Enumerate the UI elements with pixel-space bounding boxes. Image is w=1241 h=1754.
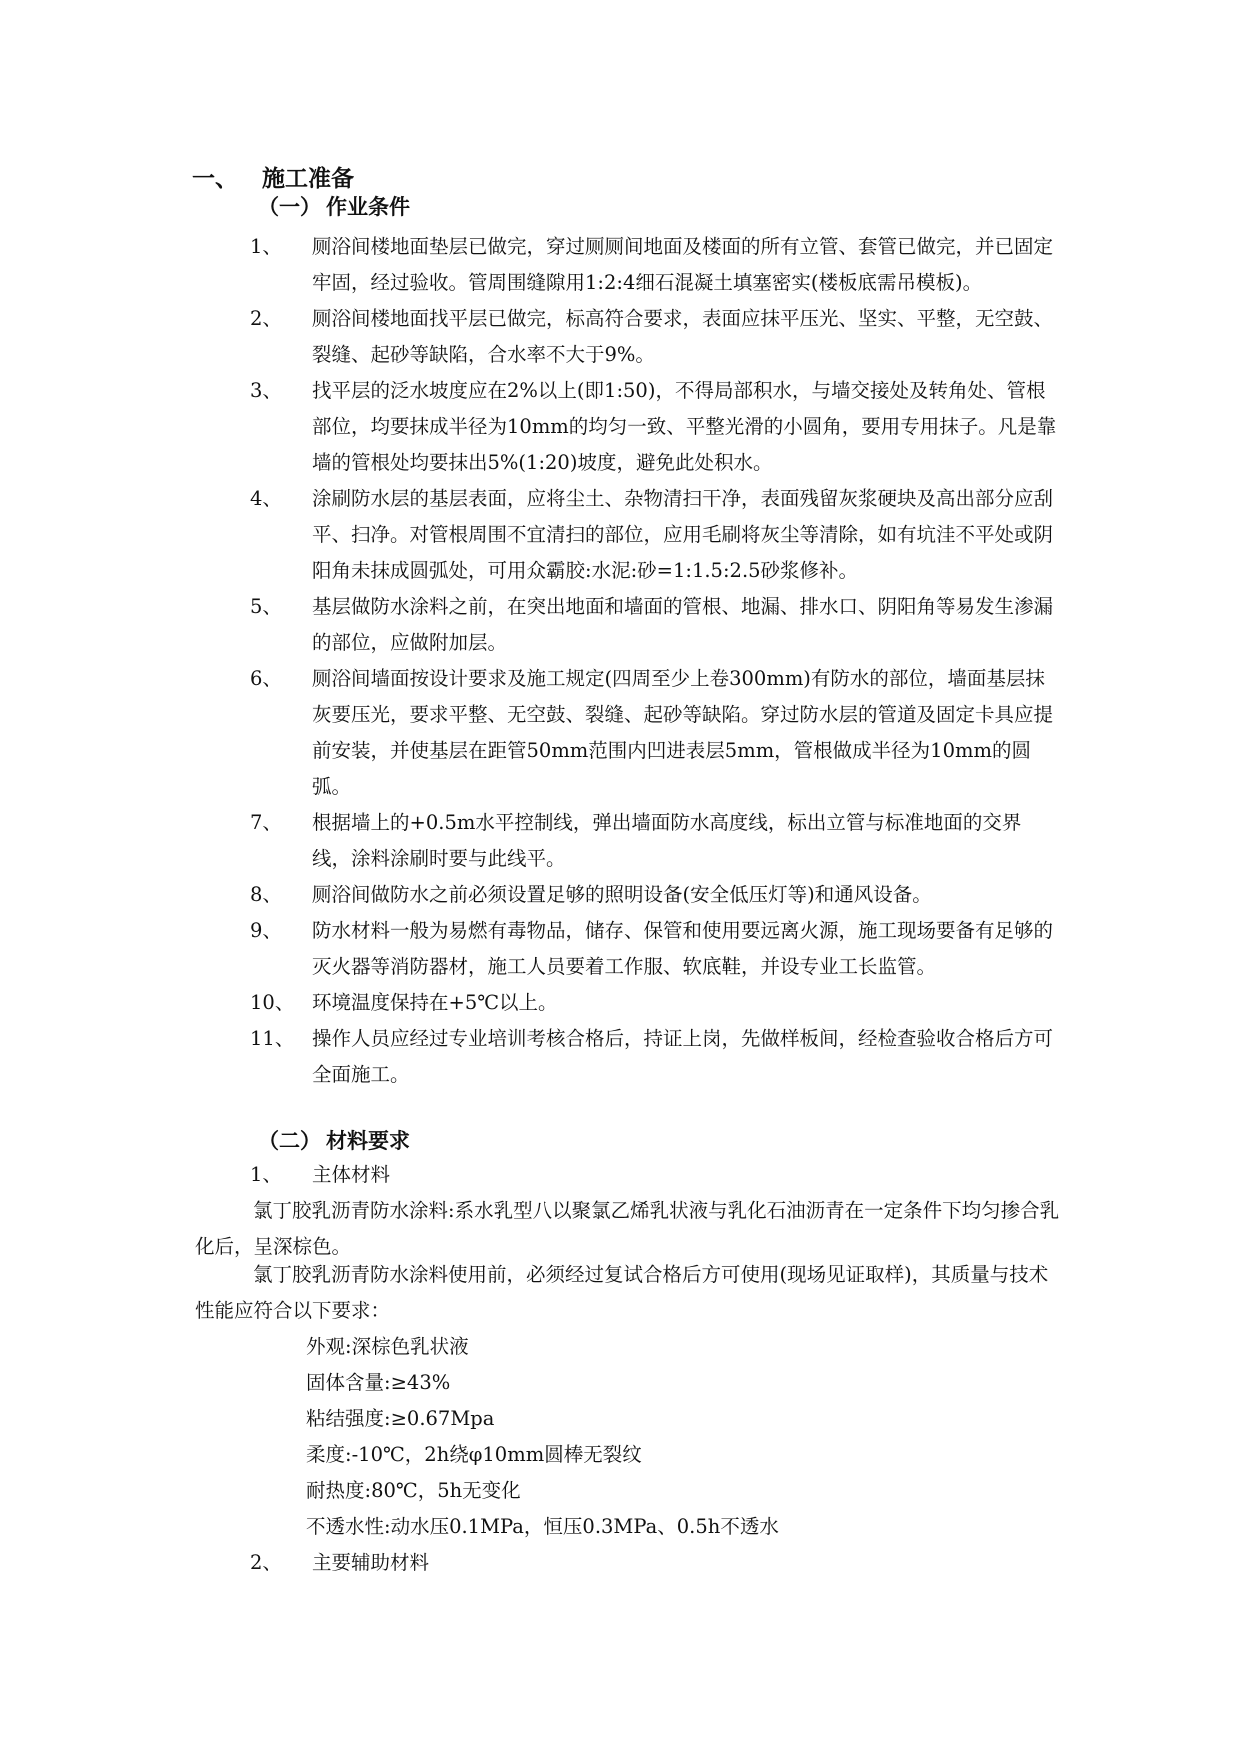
subsection-heading-conditions <box>258 191 410 221</box>
section-title: 施工准备 <box>262 166 354 192</box>
list-item <box>250 301 1060 373</box>
list-item <box>250 805 1060 877</box>
conditions-list <box>250 229 1060 1093</box>
item-text: 涂刷防水层的基层表面，应将尘土、杂物清扫干净，表面残留灰浆硬块及高出部分应刮平、扫净。对管根周围不宜清扫的部位，应用毛刷将灰尘等清除，如有坑洼不平处或阴阳角未抹成圆弧处，可用众霸胶:水泥:砂=1:1.5:2.5砂浆修补。 <box>312 487 1054 582</box>
paragraph-description <box>195 1193 1060 1265</box>
item-text: 基层做防水涂料之前，在突出地面和墙面的管根、地漏、排水口、阴阳角等易发生渗漏的部位，应做附加层。 <box>312 595 1054 654</box>
list-item <box>250 589 1060 661</box>
list-item <box>250 373 1060 481</box>
list-item <box>250 661 1060 805</box>
property-item: 固体含量:≥43% <box>306 1371 451 1394</box>
item-number: 6、 <box>250 667 282 690</box>
item-text: 主要辅助材料 <box>312 1551 430 1574</box>
paragraph-text: 氯丁胶乳沥青防水涂料使用前，必须经过复试合格后方可使用(现场见证取样)，其质量与技术性能应符合以下要求： <box>195 1263 1049 1322</box>
item-number: 8、 <box>250 883 282 906</box>
material-aux-heading <box>250 1545 429 1581</box>
section-heading <box>192 160 354 193</box>
list-item <box>250 229 1060 301</box>
item-number: 11、 <box>250 1027 295 1050</box>
item-text: 找平层的泛水坡度应在2%以上(即1:50)，不得局部积水，与墙交接处及转角处、管根部位，均要抹成半径为10mm的均匀一致、平整光滑的小圆角，要用专用抹子。凡是靠墙的管根处均要抹出5%(1:20)坡度，避免此处积水。 <box>312 379 1057 474</box>
property-item: 外观:深棕色乳状液 <box>306 1335 469 1358</box>
item-number: 9、 <box>250 919 282 942</box>
item-number: 7、 <box>250 811 282 834</box>
property-item: 不透水性:动水压0.1MPa，恒压0.3MPa、0.5h不透水 <box>306 1515 779 1538</box>
item-text: 主体材料 <box>312 1163 391 1186</box>
item-number: 5、 <box>250 595 282 618</box>
material-main-heading <box>250 1157 390 1193</box>
item-text: 厕浴间楼地面找平层已做完，标高符合要求，表面应抹平压光、坚实、平整，无空鼓、裂缝、起砂等缺陷，合水率不大于9%。 <box>312 307 1054 366</box>
subsection-number: （一） <box>258 195 321 219</box>
item-number: 3、 <box>250 379 282 402</box>
item-text: 厕浴间墙面按设计要求及施工规定(四周至少上卷300mm)有防水的部位，墙面基层抹灰要压光，要求平整、无空鼓、裂缝、起砂等缺陷。穿过防水层的管道及固定卡具应提前安装，并使基层在距管50mm范围内凹进表层5mm，管根做成半径为10mm的圆弧。 <box>312 667 1054 798</box>
subsection-title: 材料要求 <box>326 1129 410 1153</box>
list-item <box>250 913 1060 985</box>
property-item: 柔度:-10℃，2h绕φ10mm圆棒无裂纹 <box>306 1443 642 1466</box>
item-text: 根据墙上的+0.5m水平控制线，弹出墙面防水高度线，标出立管与标准地面的交界线，涂料涂刷时要与此线平。 <box>312 811 1022 870</box>
item-number: 2、 <box>250 307 282 330</box>
item-number: 1、 <box>250 235 282 258</box>
item-text: 环境温度保持在+5℃以上。 <box>312 991 558 1014</box>
paragraph-requirements <box>195 1257 1060 1329</box>
item-text: 防水材料一般为易燃有毒物品，储存、保管和使用要远离火源，施工现场要备有足够的灭火器等消防器材，施工人员要着工作服、软底鞋，并设专业工长监管。 <box>312 919 1054 978</box>
subsection-number: （二） <box>258 1129 321 1153</box>
item-number: 4、 <box>250 487 282 510</box>
property-list <box>306 1329 779 1545</box>
list-item <box>250 877 1060 913</box>
item-number: 2、 <box>250 1551 282 1574</box>
item-text: 厕浴间做防水之前必须设置足够的照明设备(安全低压灯等)和通风设备。 <box>312 883 932 906</box>
property-item: 粘结强度:≥0.67Mpa <box>306 1407 495 1430</box>
section-number: 一、 <box>192 166 238 192</box>
property-item: 耐热度:80℃，5h无变化 <box>306 1479 521 1502</box>
list-item <box>250 481 1060 589</box>
subsection-title: 作业条件 <box>326 195 410 219</box>
item-text: 厕浴间楼地面垫层已做完，穿过厕厕间地面及楼面的所有立管、套管已做完，并已固定牢固，经过验收。管周围缝隙用1:2:4细石混凝土填塞密实(楼板底需吊模板)。 <box>312 235 1054 294</box>
list-item <box>250 985 1060 1021</box>
paragraph-text: 氯丁胶乳沥青防水涂料:系水乳型八以聚氯乙烯乳状液与乳化石油沥青在一定条件下均匀掺合乳化后，呈深棕色。 <box>195 1199 1060 1258</box>
item-text: 操作人员应经过专业培训考核合格后，持证上岗，先做样板间，经检查验收合格后方可全面施工。 <box>312 1027 1054 1086</box>
item-number: 1、 <box>250 1163 282 1186</box>
item-number: 10、 <box>250 991 295 1014</box>
subsection-heading-materials <box>258 1125 410 1155</box>
list-item <box>250 1021 1060 1093</box>
